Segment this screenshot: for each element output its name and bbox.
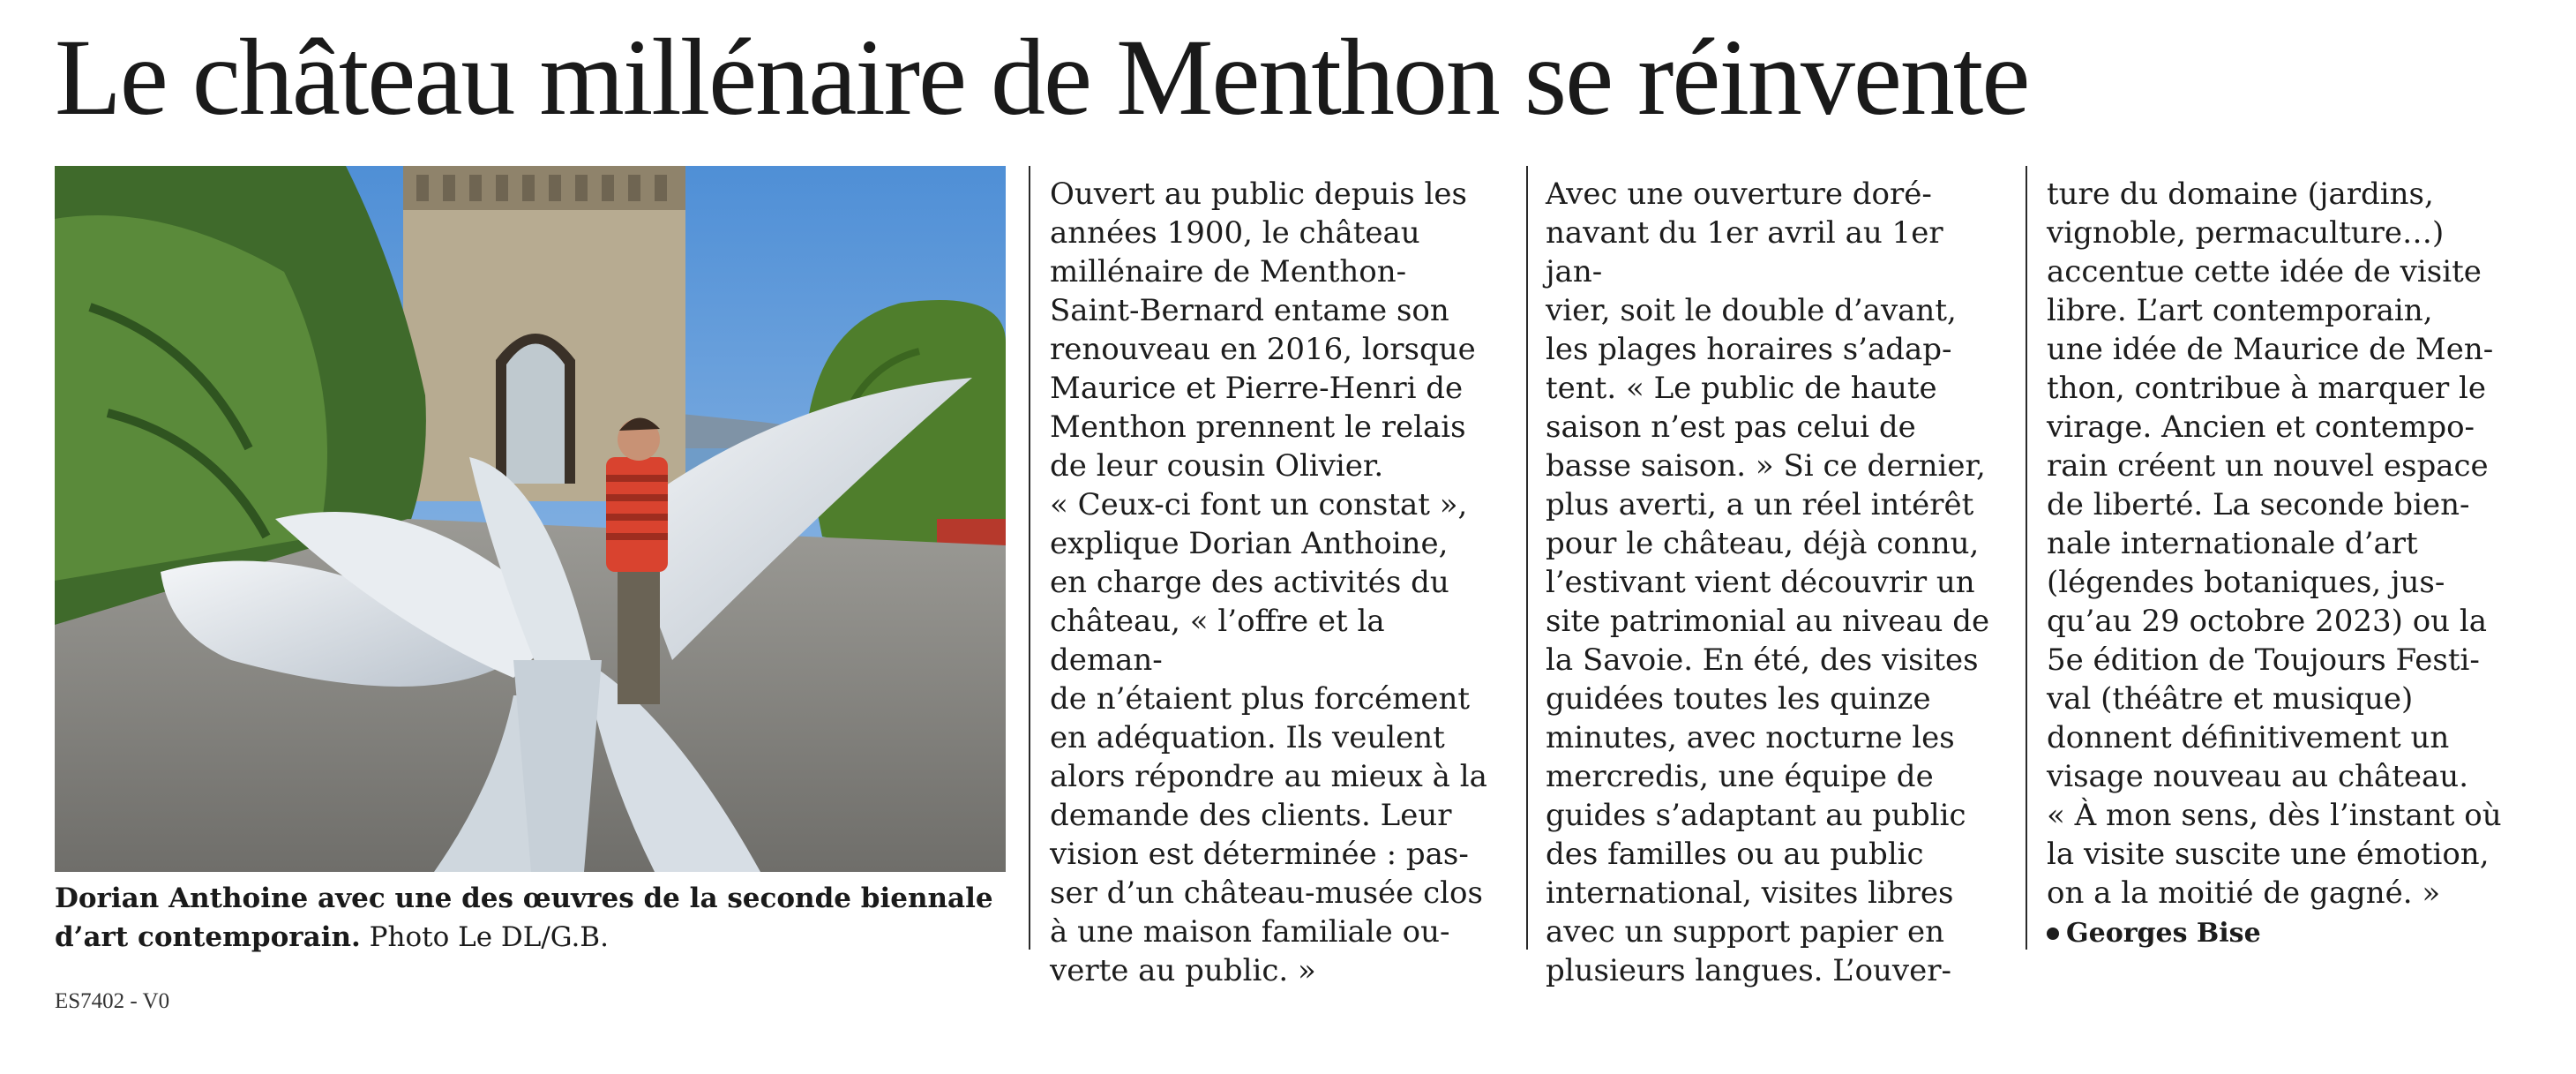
column-divider [2026,166,2027,950]
byline [2047,913,2541,953]
article-column-2 [1546,175,2003,988]
column-divider [1029,166,1030,950]
article-column-3 [2047,175,2541,948]
column-divider [1526,166,1528,950]
bullet-icon [2047,928,2059,940]
article-column-1 [1050,175,1500,988]
byline-author: Georges Bise [2066,918,2261,949]
article-headline: Le château millénaire de Menthon se réinvente [55,17,2029,138]
column-2-text: Avec une ouverture doré- navant du 1er avril au 1er jan- vier, soit le double d’avant, les plages horaires s’adap- tent. « Le public de haute saison n’est pas celui de basse saison. » Si ce dernier, plus averti, a un réel intérêt pour le château, déjà connu, l’estivant vient découvrir un site patrimonial au niveau de la Savoie. En été, des visites guidées toutes les quinze minutes, avec nocturne les mercredis, une équipe de guides s’adaptant au public des familles ou au public international, visites libres avec un support papier en plusieurs langues. L’ouver- [1546,176,1990,988]
column-3-text: ture du domaine (jardins, vignoble, permaculture…) accentue cette idée de visite libre. L’art contemporain, une idée de Maurice de Men- thon, contribue à marquer le virage. Ancien et contempo- rain créent un nouvel espace de liberté. La seconde bien- nale internationale d’art (légendes botaniques, jus- qu’au 29 octobre 2023) ou la 5e édition de Toujours Festi- val (théâtre et musique) donnent définitivement un visage nouveau au château. « À mon sens, dès l’instant où la visite suscite une émotion, on a la moitié de gagné. » [2047,176,2502,911]
photo-caption [55,879,1016,957]
caption-credit: Photo Le DL/G.B. [360,921,609,953]
page-folio: ES7402 - V0 [55,989,170,1013]
article-photo [55,166,1006,872]
caption-description: Dorian Anthoine avec une des œuvres de la seconde biennale d’art contemporain. [55,882,993,953]
photo-illustration [55,166,1006,872]
column-1-text: Ouvert au public depuis les années 1900, le château millénaire de Menthon- Saint-Bernard entame son renouveau en 2016, lorsque Maurice et Pierre-Henri de Menthon prennent le relais de leur cousin Olivier. « Ceux-ci font un constat », explique Dorian Anthoine, en charge des activités du château, « l’offre et la deman- de n’étaient plus forcément en adéquation. Ils veulent alors répondre au mieux à la demande des clients. Leur vision est déterminée : pas- ser d’un château-musée clos à une maison familiale ou- verte au public. » [1050,176,1487,988]
